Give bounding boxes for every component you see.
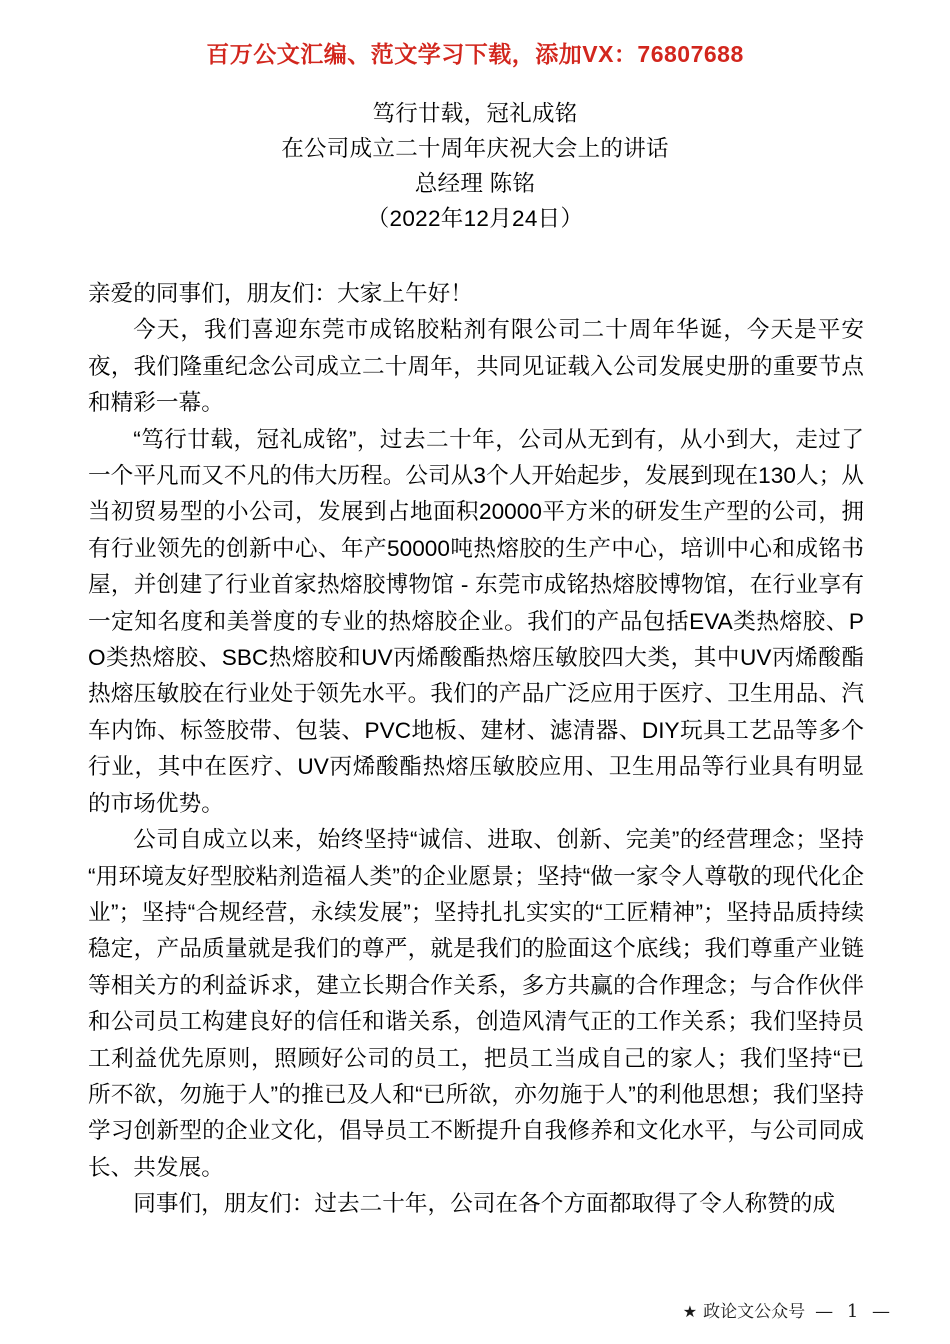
body-paragraph-2: “笃行廿载，冠礼成铭”，过去二十年，公司从无到有，从小到大，走过了一个平凡而又不凡的伟大历程。公司从3个人开始起步，发展到现在130人；从当初贸易型的小公司，发展到占地面积20000平方米的研发生产型的公司，拥有行业领先的创新中心、年产50000吨热熔胶的生产中心，培训中心和成铭书屋，并创建了行业首家热熔胶博物馆 - 东莞市成铭热熔胶博物馆，在行业享有一定知名度和美誉度的专业的热熔胶企业。我们的产品包括EVA类热熔胶、PO类热熔胶、SBC热熔胶和UV丙烯酸酯热熔压敏胶四大类，其中UV丙烯酸酯热熔压敏胶在行业处于领先水平。我们的产品广泛应用于医疗、卫生用品、汽车内饰、标签胶带、包装、PVC地板、建材、滤清器、DIY玩具工艺品等多个行业，其中在医疗、UV丙烯酸酯热熔压敏胶应用、卫生用品等行业具有明显的市场优势。	[88, 426, 864, 816]
salutation-paragraph: 亲爱的同事们，朋友们：大家上午好！	[88, 281, 473, 306]
body-paragraph-3: 公司自成立以来，始终坚持“诚信、进取、创新、完美”的经营理念；坚持“用环境友好型胶粘剂造福人类”的企业愿景；坚持“做一家令人尊敬的现代化企业”；坚持“合规经营，永续发展”；坚持扎扎实实的“工匠精神”；坚持品质持续稳定，产品质量就是我们的尊严，就是我们的脸面这个底线；我们尊重产业链等相关方的利益诉求，建立长期合作关系，多方共赢的合作理念；与合作伙伴和公司员工构建良好的信任和谐关系，创造风清气正的工作关系；我们坚持员工利益优先原则，照顾好公司的员工，把员工当成自己的家人；我们坚持“已所不欲，勿施于人”的推已及人和“已所欲，亦勿施于人”的利他思想；我们坚持学习创新型的企业文化，倡导员工不断提升自我修养和文化水平，与公司同成长、共发展。	[88, 827, 864, 1180]
promo-header-text: 百万公文汇编、范文学习下载，添加VX：76807688	[206, 41, 744, 67]
document-date: （2022年12月24日）	[366, 206, 584, 231]
footer-content	[683, 1297, 894, 1322]
document-body	[88, 276, 864, 1223]
footer-brand-label: 政论文公众号	[703, 1302, 806, 1322]
title-block	[0, 96, 950, 236]
star-icon: ★	[682, 1304, 698, 1321]
document-speaker: 总经理 陈铭	[414, 171, 536, 196]
body-paragraph-1: 今天，我们喜迎东莞市成铭胶粘剂有限公司二十周年华诞，今天是平安夜，我们隆重纪念公司成立二十周年，共同见证载入公司发展史册的重要节点和精彩一幕。	[88, 317, 864, 416]
body-paragraph-4: 同事们，朋友们：过去二十年，公司在各个方面都取得了令人称赞的成	[133, 1191, 836, 1217]
document-subtitle: 在公司成立二十周年庆祝大会上的讲话	[281, 136, 669, 161]
document-title: 笃行廿载，冠礼成铭	[372, 101, 578, 126]
page-footer	[0, 1292, 950, 1326]
page-number: — 1 —	[815, 1301, 894, 1322]
